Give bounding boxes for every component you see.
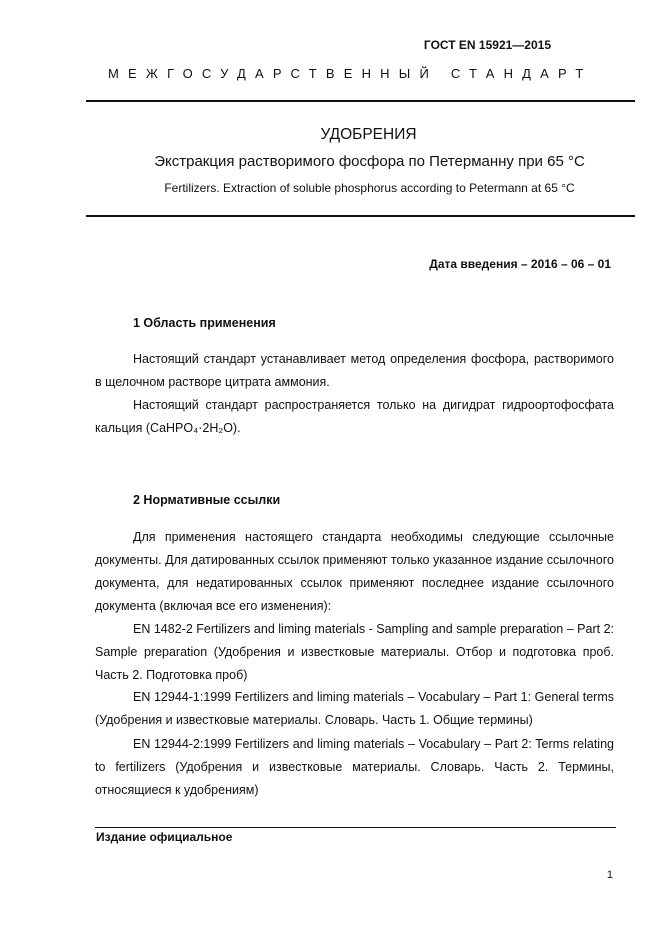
paragraph-references-intro: Для применения настоящего стандарта необходимы следующие ссылочные документы. Для датированных ссылок применяют только указанное издание ссылочного документа, для недатированных ссылок применяют последнее издание ссылочного документа (включая все его изменения): <box>95 530 614 613</box>
section-heading-scope: 1 Область применения <box>133 316 276 330</box>
paragraph-scope-1: Настоящий стандарт устанавливает метод определения фосфора, растворимого в щелочном растворе цитрата аммония. <box>95 352 614 389</box>
header-rule-bottom <box>86 215 635 217</box>
section-heading-references: 2 Нормативные ссылки <box>133 493 281 507</box>
document-title: УДОБРЕНИЯ <box>320 126 417 143</box>
paragraph-scope-2: Настоящий стандарт распространяется только на дигидрат гидроортофосфата кальция (CaHPO₄·2H₂O). <box>95 398 614 435</box>
subtitle-russian: Экстракция растворимого фосфора по Петерманну при 65 °С <box>154 153 585 170</box>
official-edition-label: Издание официальное <box>96 830 233 844</box>
reference-en-12944-1: EN 12944-1:1999 Fertilizers and liming materials – Vocabulary – Part 1: General terms (Удобрения и известковые материалы. Словарь. Часть 1. Общие термины) <box>95 690 614 727</box>
subtitle-english: Fertilizers. Extraction of soluble phosphorus according to Petermann at 65 °C <box>164 181 575 195</box>
footer-rule <box>95 827 616 828</box>
interstate-standard-label: МЕЖГОСУДАРСТВЕННЫЙ СТАНДАРТ <box>108 66 593 81</box>
introduction-date: Дата введения – 2016 – 06 – 01 <box>429 257 611 271</box>
reference-en-12944-2: EN 12944-2:1999 Fertilizers and liming materials – Vocabulary – Part 2: Terms relating to fertilizers (Удобрения и известковые материалы. Словарь. Часть 2. Термины, относящиеся к удобрениям) <box>95 737 614 797</box>
document-number: ГОСТ EN 15921—2015 <box>423 38 551 52</box>
page-number: 1 <box>606 869 613 881</box>
reference-en-1482-2: EN 1482-2 Fertilizers and liming materials - Sampling and sample preparation – Part 2: Sample preparation (Удобрения и известковые материалы. Отбор и подготовка проб. Часть 2. Подготовка проб) <box>95 622 614 682</box>
header-rule-top <box>86 100 635 102</box>
